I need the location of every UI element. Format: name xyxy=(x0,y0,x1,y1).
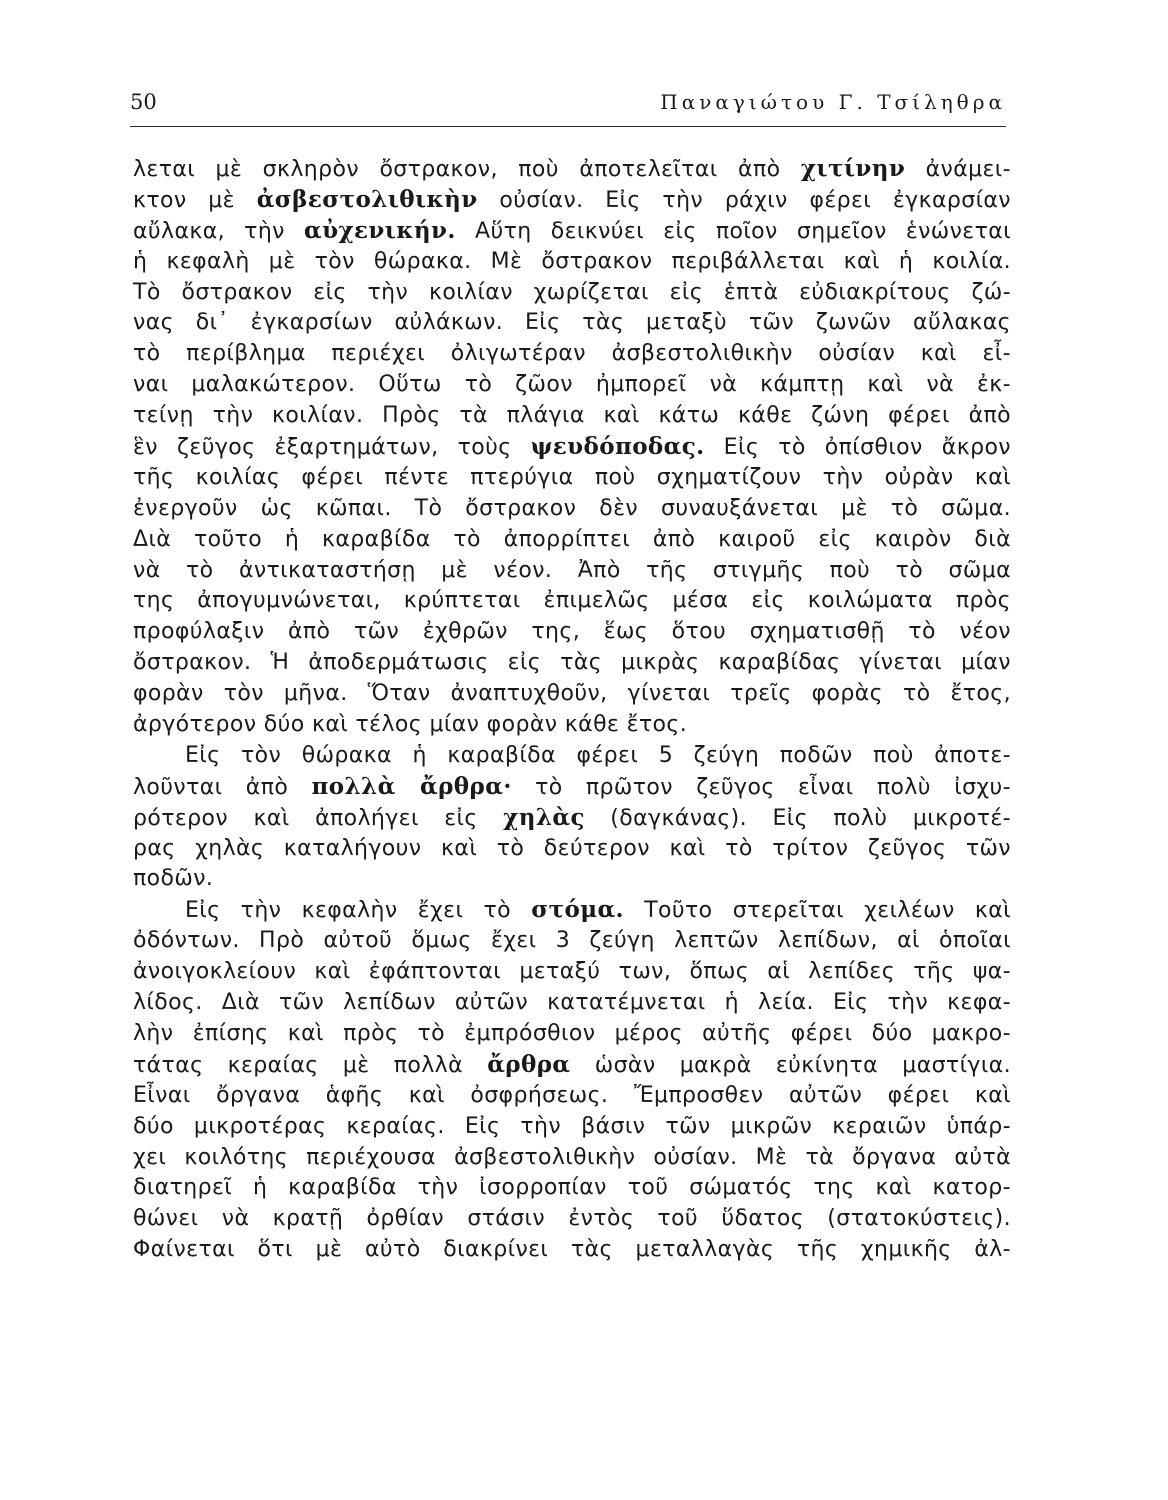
text-line: λεται μὲ σκληρὸν ὄστρακον, ποὺ ἀποτελεῖται ἀπὸ χιτίνην ἀνάμει- xyxy=(133,155,1011,182)
page-number: 50 xyxy=(130,90,157,114)
text-line: τὸ περίβλημα περιέχει ὀλιγωτέραν ἀσβεστολιθικὴν οὐσίαν καὶ εἶ- xyxy=(133,341,1011,367)
text-line: ρας χηλὰς καταλήγουν καὶ τὸ δεύτερον καὶ τὸ τρίτον ζεῦγος τῶν xyxy=(133,835,1011,861)
bold-term: στόμα. xyxy=(531,896,624,924)
page-header xyxy=(130,90,1006,120)
text-line: ναι μαλακώτερον. Οὕτω τὸ ζῶον ἠμπορεῖ νὰ κάμπτῃ καὶ νὰ ἐκ- xyxy=(133,372,1011,398)
text-line: Εἰς τὸν θώρακα ἡ καραβίδα φέρει 5 ζεύγη ποδῶν ποὺ ἀποτε- xyxy=(185,742,1011,768)
text-line: Φαίνεται ὅτι μὲ αὐτὸ διακρίνει τὰς μεταλλαγὰς τῆς χημικῆς ἀλ- xyxy=(133,1237,1011,1263)
text-line: νὰ τὸ ἀντικαταστήσῃ μὲ νέον. Ἀπὸ τῆς στιγμῆς ποὺ τὸ σῶμα xyxy=(133,557,1011,583)
bold-term: πολλὰ ἄρθρα· xyxy=(311,772,512,800)
text-line: ποδῶν. xyxy=(133,866,214,892)
text-line: ἀργότερον δύο καὶ τέλος μίαν φορὰν κάθε ἔτος. xyxy=(133,712,688,738)
text-line: λοῦνται ἀπὸ πολλὰ ἄρθρα· τὸ πρῶτον ζεῦγος εἶναι πολὺ ἰσχυ- xyxy=(133,772,1011,800)
text-line: ἡ κεφαλὴ μὲ τὸν θώρακα. Μὲ ὄστρακον περιβάλλεται καὶ ἡ κοιλία. xyxy=(133,248,1011,274)
bold-term: ἀσβεστολιθικὴν xyxy=(256,185,478,213)
text-line: προφύλαξιν ἀπὸ τῶν ἐχθρῶν της, ἕως ὅτου σχηματισθῇ τὸ νέον xyxy=(133,619,1011,645)
text-line: δύο μικροτέρας κεραίας. Εἰς τὴν βάσιν τῶν μικρῶν κεραιῶν ὑπάρ- xyxy=(133,1113,1011,1139)
bold-term: ψευδόποδας. xyxy=(530,433,705,461)
text-line: νας δι᾽ ἐγκαρσίων αὐλάκων. Εἰς τὰς μεταξὺ τῶν ζωνῶν αὔλακας xyxy=(133,310,1011,336)
running-head: Παναγιώτου Γ. Τσίληθρα xyxy=(660,90,1006,114)
text-line: λὴν ἐπίσης καὶ πρὸς τὸ ἐμπρόσθιον μέρος αὐτῆς φέρει δύο μακρο- xyxy=(133,1020,1011,1046)
text-line: ἐνεργοῦν ὡς κῶπαι. Τὸ ὄστρακον δὲν συναυξάνεται μὲ τὸ σῶμα. xyxy=(133,495,1011,521)
bold-term: χηλὰς xyxy=(503,803,585,831)
bold-term: ἄρθρα xyxy=(487,1050,571,1078)
text-line: της ἀπογυμνώνεται, κρύπτεται ἐπιμελῶς μέσα εἰς κοιλώματα πρὸς xyxy=(133,588,1011,614)
text-line: αὔλακα, τὴν αὐχενικήν. Αὕτη δεικνύει εἰς ποῖον σημεῖον ἑνώνεται xyxy=(133,216,1011,244)
text-line: χει κοιλότης περιέχουσα ἀσβεστολιθικὴν οὐσίαν. Μὲ τὰ ὄργανα αὐτὰ xyxy=(133,1144,1011,1170)
text-line: θώνει νὰ κρατῇ ὀρθίαν στάσιν ἐντὸς τοῦ ὕδατος (στατοκύστεις). xyxy=(133,1206,1011,1232)
text-line: τάτας κεραίας μὲ πολλὰ ἄρθρα ὡσὰν μακρὰ εὐκίνητα μαστίγια. xyxy=(133,1050,1011,1078)
text-line: διατηρεῖ ἡ καραβίδα τὴν ἰσορροπίαν τοῦ σώματός της καὶ κατορ- xyxy=(133,1175,1011,1201)
text-line: ὄστρακον. Ἡ ἀποδερμάτωσις εἰς τὰς μικρὰς καραβίδας γίνεται μίαν xyxy=(133,650,1011,676)
text-line: φορὰν τὸν μῆνα. Ὅταν ἀναπτυχθοῦν, γίνεται τρεῖς φορὰς τὸ ἔτος, xyxy=(133,681,1011,707)
text-line: Τὸ ὄστρακον εἰς τὴν κοιλίαν χωρίζεται εἰς ἑπτὰ εὐδιακρίτους ζώ- xyxy=(133,279,1011,305)
text-line: ἀνοιγοκλείουν καὶ ἐφάπτονται μεταξύ των, ὅπως αἱ λεπίδες τῆς ψα- xyxy=(133,959,1011,985)
text-line: Εἰς τὴν κεφαλὴν ἔχει τὸ στόμα. Τοῦτο στερεῖται χειλέων καὶ xyxy=(185,896,1011,924)
header-rule xyxy=(130,126,1006,127)
text-line: τείνῃ τὴν κοιλίαν. Πρὸς τὰ πλάγια καὶ κάτω κάθε ζώνη φέρει ἀπὸ xyxy=(133,403,1011,429)
text-line: ἓν ζεῦγος ἐξαρτημάτων, τοὺς ψευδόποδας. Εἰς τὸ ὀπίσθιον ἄκρον xyxy=(133,433,1011,461)
text-line: Εἶναι ὄργανα ἁφῆς καὶ ὀσφρήσεως. Ἔμπροσθεν αὐτῶν φέρει καὶ xyxy=(133,1082,1011,1108)
text-line: κτον μὲ ἀσβεστολιθικὴν οὐσίαν. Εἰς τὴν ράχιν φέρει ἐγκαρσίαν xyxy=(133,185,1011,213)
text-line: ὀδόντων. Πρὸ αὐτοῦ ὅμως ἔχει 3 ζεύγη λεπτῶν λεπίδων, αἱ ὁποῖαι xyxy=(133,928,1011,954)
text-line: ρότερον καὶ ἀπολήγει εἰς χηλὰς (δαγκάνας). Εἰς πολὺ μικροτέ- xyxy=(133,803,1011,831)
text-line: λίδος. Διὰ τῶν λεπίδων αὐτῶν κατατέμνεται ἡ λεία. Εἰς τὴν κεφα- xyxy=(133,990,1011,1016)
text-line: τῆς κοιλίας φέρει πέντε πτερύγια ποὺ σχηματίζουν τὴν οὐρὰν καὶ xyxy=(133,464,1011,490)
bold-term: αὐχενικήν. xyxy=(304,216,456,244)
body-text xyxy=(133,154,1011,1266)
text-line: Διὰ τοῦτο ἡ καραβίδα τὸ ἀπορρίπτει ἀπὸ καιροῦ εἰς καιρὸν διὰ xyxy=(133,526,1011,552)
bold-term: χιτίνην xyxy=(800,155,906,182)
